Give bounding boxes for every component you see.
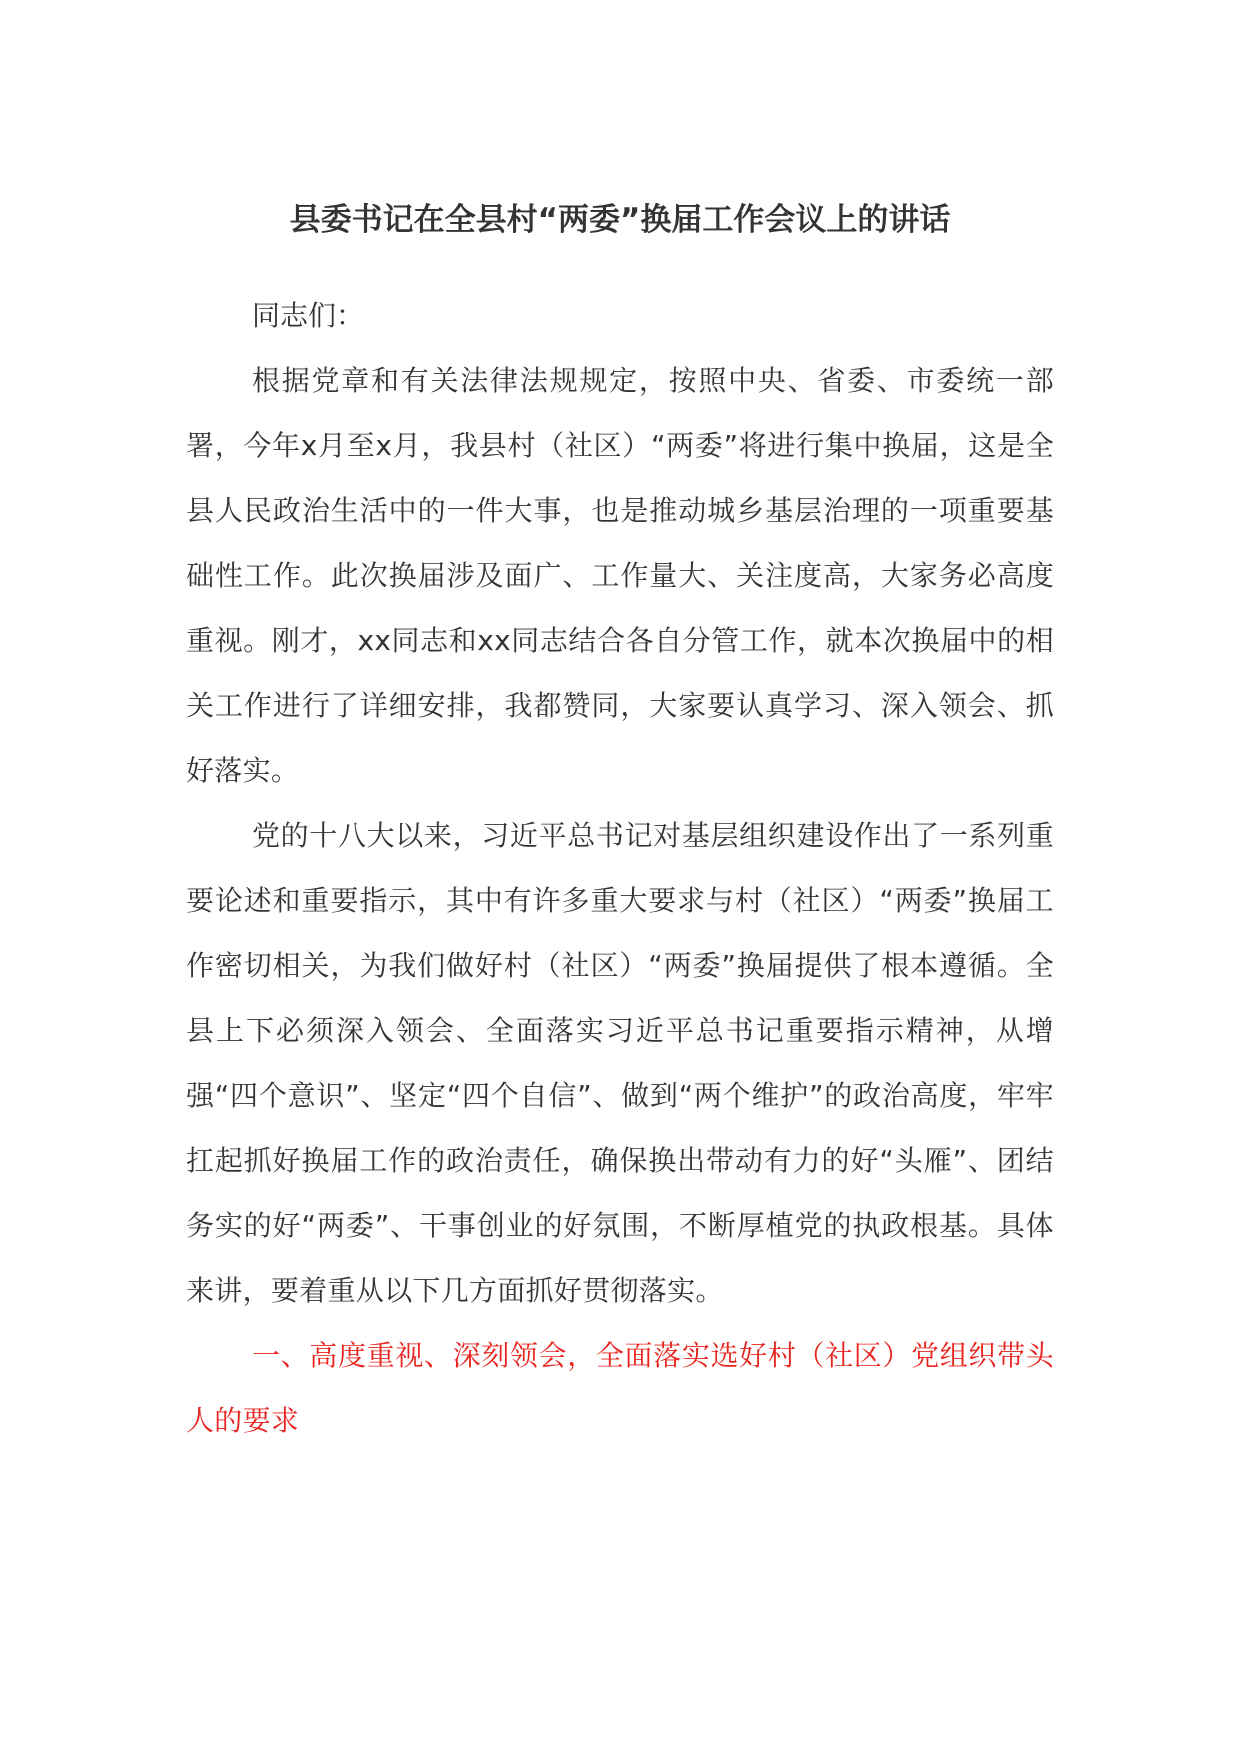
section-heading-one: 一、高度重视、深刻领会，全面落实选好村（社区）党组织带头人的要求	[186, 1339, 1054, 1437]
document-title: 县委书记在全县村“两委”换届工作会议上的讲话	[289, 202, 951, 238]
paragraph-intro: 根据党章和有关法律法规规定，按照中央、省委、市委统一部署，今年x月至x月，我县村（社区）“两委”将进行集中换届，这是全县人民政治生活中的一件大事，也是推动城乡基层治理的一项重要基础性工作。此次换届涉及面广、工作量大、关注度高，大家务必高度重视。刚才，xx同志和xx同志结合各自分管工作，就本次换届中的相关工作进行了详细安排，我都赞同，大家要认真学习、深入领会、抓好落实。	[186, 364, 1054, 787]
salutation: 同志们：	[252, 299, 365, 332]
paragraph-guidance: 党的十八大以来，习近平总书记对基层组织建设作出了一系列重要论述和重要指示，其中有许多重大要求与村（社区）“两委”换届工作密切相关，为我们做好村（社区）“两委”换届提供了根本遵循。全县上下必须深入领会、全面落实习近平总书记重要指示精神，从增强“四个意识”、坚定“四个自信”、做到“两个维护”的政治高度，牢牢扛起抓好换届工作的政治责任，确保换出带动有力的好“头雁”、团结务实的好“两委”、干事创业的好氛围，不断厚植党的执政根基。具体来讲，要着重从以下几方面抓好贯彻落实。	[186, 819, 1054, 1307]
document-body	[186, 188, 1054, 1453]
